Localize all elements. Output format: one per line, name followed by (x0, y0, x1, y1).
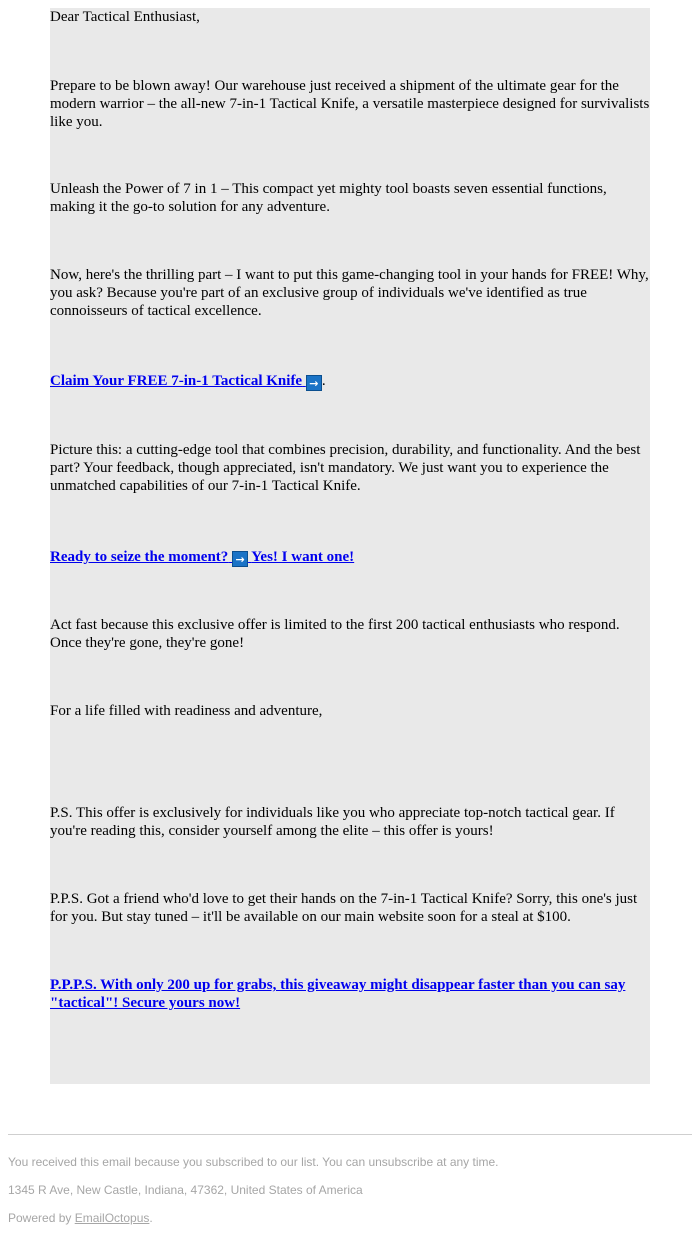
ppps-line (50, 976, 652, 1012)
intro-paragraph: Prepare to be blown away! Our warehouse just received a shipment of the ultimate gear for the modern warrior – the all-new 7-in-1 Tactical Knife, a versatile masterpiece designed for survivalists like you. (50, 78, 650, 130)
ready-line (50, 548, 652, 567)
powered-by-prefix: Powered by (8, 1211, 75, 1225)
footer-powered-by (8, 1211, 692, 1225)
signoff: For a life filled with readiness and adventure, (50, 703, 323, 719)
footer-address: 1345 R Ave, New Castle, Indiana, 47362, United States of America (8, 1183, 363, 1197)
picture-paragraph: Picture this: a cutting-edge tool that combines precision, durability, and functionality. And the best part? Your feedback, though appreciated, isn't mandatory. We just want you to experience the unmatched capabilities of our 7-in-1 Tactical Knife. (50, 442, 641, 494)
pps-paragraph: P.P.S. Got a friend who'd love to get their hands on the 7-in-1 Tactical Knife? Sorry, this one's just for you. But stay tuned – it'll be available on our main website soon for a steal at $100. (50, 891, 638, 925)
arrow-right-icon: → (306, 375, 322, 391)
ppps-link[interactable]: P.P.P.S. With only 200 up for grabs, this giveaway might disappear faster than you can say "tactical"! Secure yours now! (50, 977, 626, 1011)
claim-suffix: . (321, 373, 326, 389)
free-offer-paragraph: Now, here's the thrilling part – I want to put this game-changing tool in your hands for FREE! Why, you ask? Because you're part of an exclusive group of individuals we've identified as true connoisseurs of tactical excellence. (50, 267, 649, 319)
ps-paragraph: P.S. This offer is exclusively for individuals like you who appreciate top-notch tactical gear. If you're reading this, consider yourself among the elite – this offer is yours! (50, 805, 615, 839)
footer-divider (8, 1134, 692, 1135)
claim-knife-link-text: Claim Your FREE 7-in-1 Tactical Knife (50, 373, 303, 389)
act-fast-paragraph: Act fast because this exclusive offer is limited to the first 200 tactical enthusiasts who respond. Once they're gone, they're gone! (50, 617, 620, 651)
greeting: Dear Tactical Enthusiast, (50, 9, 200, 25)
footer-subscribe-notice: You received this email because you subscribed to our list. You can unsubscribe at any time. (8, 1155, 499, 1169)
ready-link[interactable] (50, 549, 354, 565)
emailoctopus-link[interactable]: EmailOctopus (74, 1211, 150, 1225)
claim-line (50, 372, 652, 391)
ready-link-text-a: Ready to seize the moment? (50, 549, 229, 565)
email-card (50, 8, 650, 1084)
powered-by-suffix: . (149, 1211, 153, 1225)
power-paragraph: Unleash the Power of 7 in 1 – This compact yet mighty tool boasts seven essential functions, making it the go-to solution for any adventure. (50, 181, 607, 215)
claim-knife-link[interactable] (50, 373, 322, 389)
ready-link-text-b: Yes! I want one! (251, 549, 355, 565)
arrow-right-icon: → (232, 551, 248, 567)
